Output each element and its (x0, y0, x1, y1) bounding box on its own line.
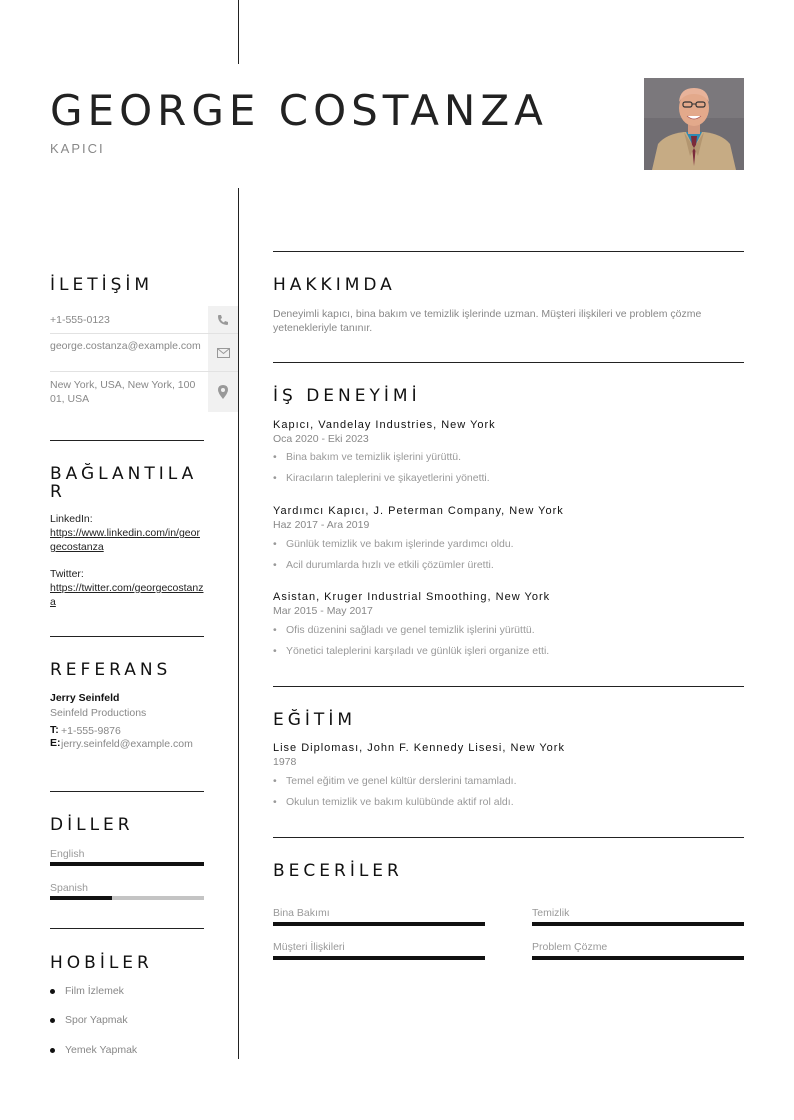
experience-heading: İŞ DENEYİMİ (273, 386, 421, 406)
links-heading-wrap: R (50, 482, 66, 502)
education-bullet: • Temel eğitim ve genel kültür derslerini tamamladı. (273, 775, 517, 787)
bullet-icon (50, 1018, 55, 1023)
linkedin-link[interactable]: https://www.linkedin.com/in/georgecostanza (50, 527, 200, 553)
language-bar-fill (50, 896, 112, 900)
education-bullet: • Okulun temizlik ve bakım kulübünde aktif rol aldı. (273, 796, 514, 808)
divider-about (273, 362, 744, 363)
bullet-icon (50, 989, 55, 994)
job-bullet: • Ofis düzenini sağladı ve genel temizlik işlerini yürüttü. (273, 624, 535, 636)
job-title: Yardımcı Kapıcı, J. Peterman Company, New York (273, 505, 564, 517)
education-year: 1978 (273, 756, 297, 768)
divider-links (50, 636, 204, 637)
contact-heading: İLETİŞİM (50, 275, 154, 295)
education-heading: EĞİTİM (273, 710, 356, 730)
divider-references (50, 791, 204, 792)
candidate-name: GEORGE COSTANZA (50, 86, 548, 135)
contact-phone-row (50, 306, 238, 334)
job-title: Kapıcı, Vandelay Industries, New York (273, 419, 496, 431)
divider-education (273, 837, 744, 838)
job-bullet: • Bina bakım ve temizlik işlerini yürüttü. (273, 451, 462, 463)
contact-address-row (50, 372, 238, 412)
language-label: Spanish (50, 882, 88, 894)
job-bullet: • Yönetici taleplerini karşıladı ve günlük işleri organize etti. (273, 645, 550, 657)
job-bullet: • Kiracıların taleplerini ve şikayetlerini yönetti. (273, 472, 490, 484)
skill-label: Problem Çözme (532, 941, 608, 953)
references-heading: REFERANS (50, 660, 172, 680)
column-divider-line (238, 188, 239, 1059)
job-date: Haz 2017 - Ara 2019 (273, 519, 370, 531)
skill-label: Müşteri İlişkileri (273, 941, 345, 953)
contact-address: New York, USA, New York, 10001, USA (50, 379, 196, 405)
hobby-item: Yemek Yapmak (50, 1044, 137, 1056)
job-date: Oca 2020 - Eki 2023 (273, 433, 369, 445)
job-title: Asistan, Kruger Industrial Smoothing, New York (273, 591, 551, 603)
job-bullet: • Günlük temizlik ve bakım işlerinde yardımcı oldu. (273, 538, 514, 550)
skill-label: Bina Bakımı (273, 907, 330, 919)
contact-email-row (50, 334, 238, 372)
language-bar-fill (50, 862, 204, 866)
skill-label: Temizlik (532, 907, 570, 919)
job-bullet: • Acil durumlarda hızlı ve etkili çözümler üretti. (273, 559, 494, 571)
reference-phone[interactable]: +1-555-9876 (61, 725, 121, 737)
about-heading: HAKKIMDA (273, 275, 396, 295)
about-text: Deneyimli kapıcı, bina bakım ve temizlik işlerinde uzman. Müşteri ilişkileri ve problem çözme yetenekleriyle tanınır. (273, 308, 702, 334)
twitter-label: Twitter: (50, 568, 84, 580)
bullet-icon (50, 1048, 55, 1053)
divider-languages (50, 928, 204, 929)
reference-phone-label: T: (50, 724, 59, 736)
divider-experience (273, 686, 744, 687)
education-title: Lise Diploması, John F. Kennedy Lisesi, New York (273, 742, 565, 754)
contact-phone[interactable]: +1-555-0123 (50, 314, 110, 326)
divider-contact (50, 440, 204, 441)
divider-top-right (273, 251, 744, 252)
language-label: English (50, 848, 85, 860)
linkedin-label: LinkedIn: (50, 513, 93, 525)
location-icon (208, 372, 238, 412)
twitter-link[interactable]: https://twitter.com/georgecostanza (50, 582, 204, 608)
skill-bar (273, 922, 485, 926)
email-icon (208, 334, 238, 371)
skill-bar (532, 922, 744, 926)
candidate-title: KAPICI (50, 141, 105, 156)
skill-bar (273, 956, 485, 960)
reference-email[interactable]: jerry.seinfeld@example.com (61, 738, 193, 750)
hobby-item: Spor Yapmak (50, 1014, 128, 1026)
reference-company: Seinfeld Productions (50, 707, 147, 719)
reference-name: Jerry Seinfeld (50, 692, 120, 704)
phone-icon (208, 306, 238, 333)
language-bar (50, 896, 204, 900)
skill-bar (532, 956, 744, 960)
profile-photo (644, 78, 744, 170)
skills-heading: BECERİLER (273, 861, 403, 881)
contact-email[interactable]: george.costanza@example.com (50, 340, 201, 352)
top-divider-line (238, 0, 239, 64)
languages-heading: DİLLER (50, 815, 134, 835)
hobbies-heading: HOBİLER (50, 953, 153, 973)
links-heading: BAĞLANTILA (50, 464, 198, 484)
hobby-item: Film İzlemek (50, 985, 124, 997)
reference-email-label: E: (50, 737, 61, 749)
language-bar (50, 862, 204, 866)
job-date: Mar 2015 - May 2017 (273, 605, 373, 617)
